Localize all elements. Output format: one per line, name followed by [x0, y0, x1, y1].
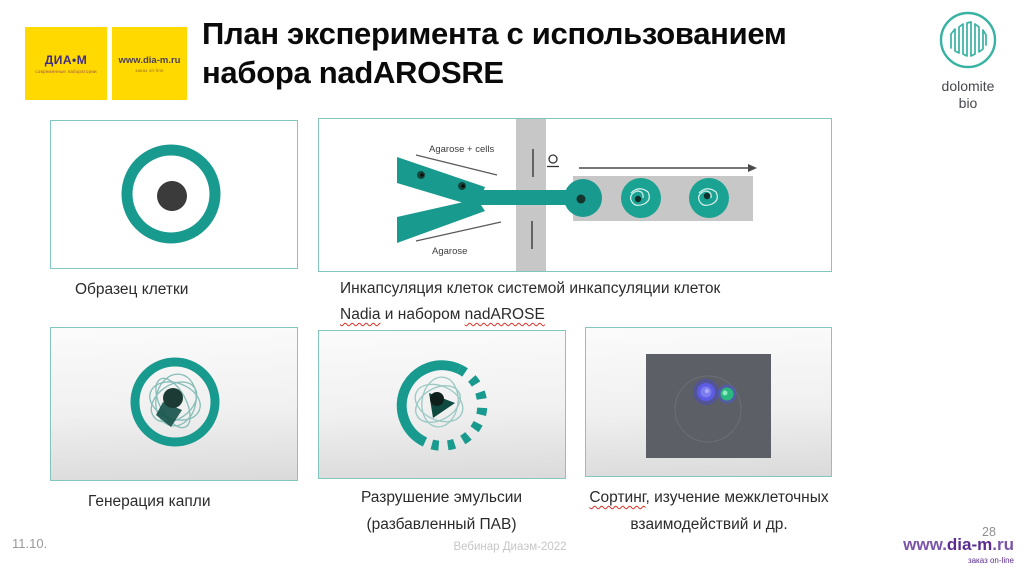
label-agarose: Agarose — [432, 246, 468, 257]
footer-site-www: www. — [903, 535, 947, 554]
dolomite-word2: bio — [958, 95, 978, 111]
panel-encapsulation — [318, 118, 832, 272]
caption-emulsion-line1: Разрушение эмульсии — [360, 489, 523, 506]
cell-sample-icon — [51, 121, 297, 268]
caption-cell-sample: Образец клетки — [75, 281, 189, 298]
page-title — [202, 14, 914, 92]
caption-emulsion-breaking — [318, 484, 565, 538]
diam-logo — [25, 27, 107, 100]
slide-date: 11.10. — [12, 536, 48, 551]
diam-logo-text: ДИА•М — [44, 53, 88, 67]
caption-sorting-line2: взаимодействий и др. — [630, 516, 788, 533]
inlet-agarose — [397, 199, 485, 243]
diam-site-logo — [112, 27, 187, 100]
caption-encapsulation-line1: Инкапсуляция клеток системой инкапсуляции клеток — [340, 280, 721, 297]
encapsulated-droplet-2 — [689, 178, 729, 218]
blue-cell — [693, 379, 719, 405]
microfluidic-junction-diagram — [319, 119, 831, 271]
footer-site-name: dia-m — [946, 535, 993, 554]
footer-webinar: Вебинар Диаэм-2022 — [453, 541, 567, 553]
diam-logo-tagline: современные лаборатории — [35, 69, 97, 74]
flow-arrow — [748, 164, 757, 172]
junction-neck — [474, 190, 576, 205]
dolomite-meander-icon — [937, 10, 999, 72]
dolomite-word1: dolomite — [941, 78, 995, 94]
word-nadia: Nadia — [340, 306, 381, 323]
panel-droplet-generation — [50, 327, 298, 481]
label-agarose-cells: Agarose + cells — [429, 144, 495, 155]
inlet-agarose-cells — [397, 157, 485, 207]
panel-cell-sample — [50, 120, 298, 269]
caption-sorting-rest: , изучение межклеточных — [645, 489, 829, 506]
caption-droplet-generation: Генерация капли — [88, 493, 211, 510]
caption-sorting — [570, 484, 848, 538]
caption-encapsulation — [340, 276, 830, 328]
word-nadarose: nadAROSE — [464, 306, 545, 323]
droplet-generation-icon — [51, 328, 297, 480]
diam-site-logo-text: www.dia-m.ru — [118, 54, 181, 66]
page-number: 28 — [982, 525, 996, 539]
footer-site-tagline: заказ on-line — [967, 556, 1014, 565]
encapsulated-droplet-1 — [621, 178, 661, 218]
page-title-line2: набора nadAROSRE — [202, 55, 504, 90]
green-cell — [718, 385, 737, 404]
caption-encapsulation-mid: и набором — [380, 306, 465, 323]
diam-site-logo-tagline: заказ on-line — [135, 67, 164, 73]
panel-sorting — [585, 327, 832, 477]
panel-emulsion-breaking — [318, 330, 566, 479]
word-sorting: Сортинг — [589, 489, 646, 506]
emulsion-breaking-icon — [319, 331, 565, 478]
diam-footer-logo — [903, 536, 1014, 569]
microscopy-image — [586, 328, 831, 476]
footer-site-ru: .ru — [992, 535, 1014, 554]
page-title-line1: План эксперимента с использованием — [202, 16, 787, 51]
junction-mark-icon — [547, 155, 559, 167]
caption-emulsion-line2: (разбавленный ПАВ) — [366, 516, 517, 533]
dolomite-bio-logo — [925, 10, 1011, 111]
